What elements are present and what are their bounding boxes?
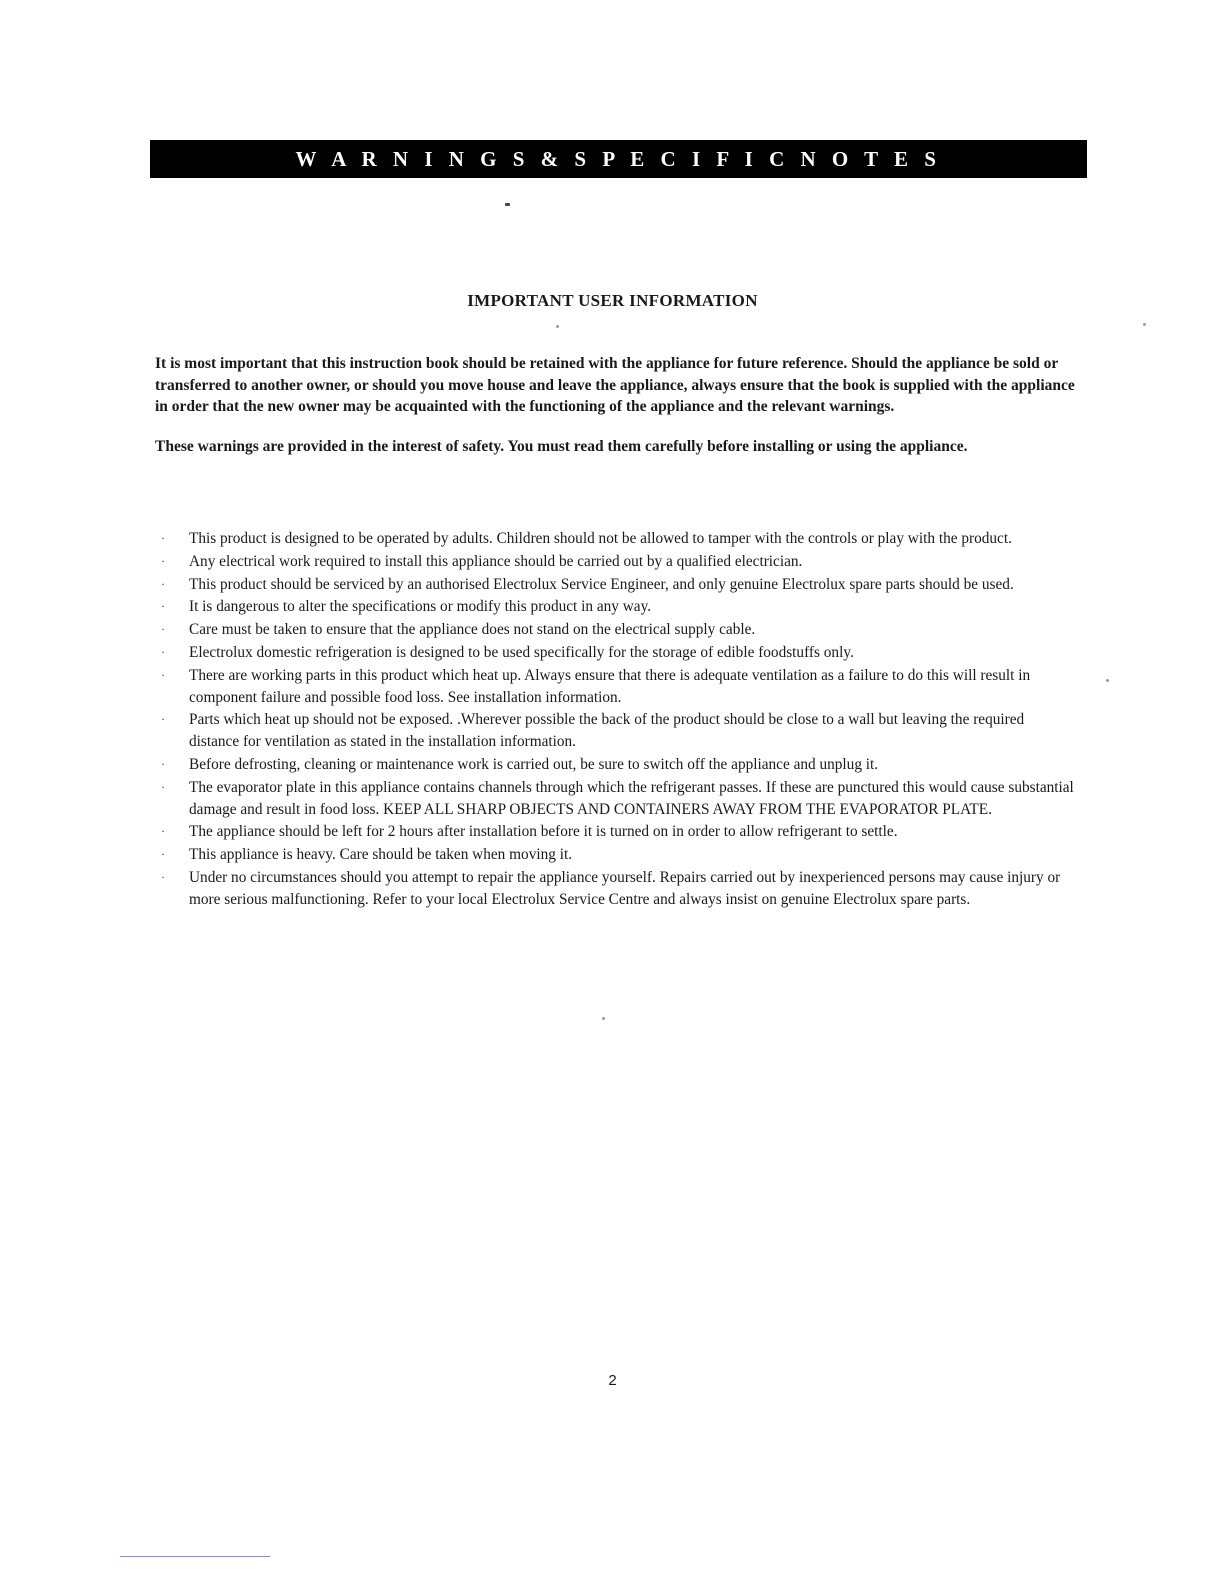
list-item-text: Any electrical work required to install this appliance should be carried out by a qualified electrician.: [189, 552, 803, 570]
bullet-marker-icon: ·: [161, 779, 165, 794]
list-item-text: The appliance should be left for 2 hours after installation before it is turned on in order to allow refrigerant to settle.: [189, 823, 898, 841]
bullet-marker-icon: ·: [161, 869, 165, 884]
section-banner: [150, 140, 1087, 178]
scan-speck: [602, 1017, 605, 1020]
list-item: [155, 777, 1090, 821]
bullet-marker-icon: ·: [161, 824, 165, 839]
scan-speck: [1143, 323, 1146, 326]
list-item-text: This appliance is heavy. Care should be taken when moving it.: [189, 846, 573, 864]
list-item: [155, 754, 1090, 776]
scan-speck: [556, 325, 559, 328]
scan-artifact-line: [120, 1556, 270, 1557]
bullet-marker-icon: ·: [161, 531, 165, 545]
list-item: [155, 574, 1090, 596]
bullet-marker-icon: ·: [161, 667, 165, 682]
intro-paragraph-1: It is most important that this instruction book should be retained with the appliance for future reference. Should the appliance be sold or transferred to another owner, or should you move house and leave the appliance, always ensure that the book is supplied with the appliance in order that the new owner may be acquainted with the functioning of the appliance and the relevant warnings.: [155, 355, 1075, 415]
page-title: IMPORTANT USER INFORMATION: [467, 291, 758, 310]
list-item: [155, 619, 1090, 641]
list-item-text: Under no circumstances should you attempt to repair the appliance yourself. Repairs carried out by inexperienced persons may cause injury or more serious malfunctioning. Refer to your local Electrolux Service Centre and always insist on genuine Electrolux spare parts.: [189, 868, 1061, 908]
list-item: [155, 709, 1090, 753]
list-item: [155, 642, 1090, 664]
bullet-marker-icon: ·: [161, 644, 165, 659]
list-item: [155, 665, 1090, 709]
list-item: [155, 821, 1090, 843]
bullet-marker-icon: ·: [161, 553, 165, 568]
list-item-text: The evaporator plate in this appliance contains channels through which the refrigerant passes. If these are punctured this would cause substantial damage and result in food loss. KEEP ALL SHARP OBJECTS AND CONTAINERS AWAY FROM THE EVAPORATOR PLATE.: [189, 778, 1074, 818]
list-item: [155, 867, 1090, 911]
bullet-marker-icon: ·: [161, 599, 165, 614]
bullet-marker-icon: ·: [161, 712, 165, 727]
intro-block: [155, 353, 1090, 475]
scan-speck: [1106, 679, 1109, 682]
list-item: [155, 528, 1090, 550]
bullet-marker-icon: ·: [161, 847, 165, 862]
list-item-text: There are working parts in this product which heat up. Always ensure that there is adequate ventilation as a failure to do this will result in component failure and possible food loss. See installation information.: [189, 666, 1031, 706]
list-item-text: Parts which heat up should not be exposed. .Wherever possible the back of the product should be close to a wall but leaving the required distance for ventilation as stated in the installation information.: [189, 711, 1025, 751]
bullet-marker-icon: ·: [161, 622, 165, 637]
scan-artifact-dot: [505, 203, 510, 206]
section-banner-title: W A R N I N G S & S P E C I F I C N O T E S: [295, 146, 942, 171]
intro-paragraph-2: These warnings are provided in the interest of safety. You must read them carefully before installing or using the appliance.: [155, 437, 968, 455]
list-item-text: This product is designed to be operated by adults. Children should not be allowed to tamper with the controls or play with the product.: [189, 530, 1012, 547]
list-item-text: It is dangerous to alter the specifications or modify this product in any way.: [189, 598, 652, 616]
list-item-text: Electrolux domestic refrigeration is designed to be used specifically for the storage of edible foodstuffs only.: [189, 643, 854, 661]
list-item: [155, 844, 1090, 866]
list-item-text: This product should be serviced by an authorised Electrolux Service Engineer, and only genuine Electrolux spare parts should be used.: [189, 575, 1014, 593]
bullet-marker-icon: ·: [161, 576, 165, 591]
list-item: [155, 551, 1090, 573]
list-item-text: Care must be taken to ensure that the appliance does not stand on the electrical supply cable.: [189, 621, 756, 639]
page-number: 2: [608, 1372, 617, 1389]
bullet-marker-icon: ·: [161, 756, 165, 771]
warnings-list: [155, 528, 1090, 912]
list-item-text: Before defrosting, cleaning or maintenance work is carried out, be sure to switch off the appliance and unplug it.: [189, 755, 879, 773]
list-item: [155, 596, 1090, 618]
